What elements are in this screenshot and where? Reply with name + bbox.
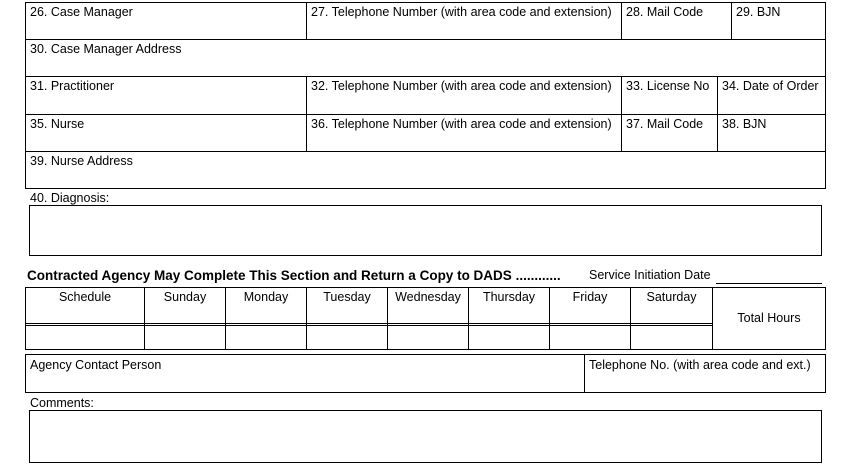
friday-hours-field[interactable] (550, 326, 630, 349)
case-manager-phone-label: 27. Telephone Number (with area code and extension) (311, 5, 612, 19)
tuesday-hours-field[interactable] (307, 326, 387, 349)
nurse-mail-code-field[interactable] (622, 132, 716, 151)
nurse-phone-field[interactable] (307, 132, 620, 151)
monday-hours-field[interactable] (226, 326, 306, 349)
nurse-address-field[interactable] (26, 169, 825, 188)
nurse-address-label: 39. Nurse Address (30, 154, 133, 168)
diagnosis-label: 40. Diagnosis: (30, 191, 110, 205)
nurse-label: 35. Nurse (30, 117, 85, 131)
practitioner-phone-label: 32. Telephone Number (with area code and extension) (311, 79, 612, 93)
license-no-label: 33. License No (626, 79, 710, 93)
case-manager-mail-code-field[interactable] (622, 20, 730, 39)
thursday-header: Thursday (482, 290, 536, 304)
wednesday-header: Wednesday (395, 290, 461, 304)
thursday-hours-field[interactable] (469, 326, 549, 349)
nurse-bjn-field[interactable] (718, 132, 825, 151)
case-manager-bjn-field[interactable] (732, 20, 825, 39)
tuesday-header: Tuesday (323, 290, 371, 304)
agency-telephone-field[interactable] (585, 374, 825, 392)
service-initiation-label: Service Initiation Date (589, 268, 711, 282)
saturday-header: Saturday (646, 290, 697, 304)
date-of-order-label: 34. Date of Order (722, 79, 819, 93)
friday-header: Friday (572, 290, 608, 304)
practitioner-field[interactable] (26, 95, 305, 114)
date-of-order-field[interactable] (718, 95, 825, 114)
nurse-mail-code-label: 37. Mail Code (626, 117, 704, 131)
service-initiation-field[interactable] (716, 266, 822, 283)
diagnosis-field[interactable] (29, 205, 822, 256)
case-manager-address-field[interactable] (26, 57, 825, 76)
case-manager-phone-field[interactable] (307, 20, 620, 39)
nurse-phone-label: 36. Telephone Number (with area code and extension) (311, 117, 612, 131)
comments-field[interactable] (29, 410, 822, 463)
wednesday-hours-field[interactable] (388, 326, 468, 349)
agency-contact-person-field[interactable] (26, 374, 583, 392)
service-initiation-line (716, 283, 822, 284)
nurse-field[interactable] (26, 132, 305, 151)
agency-section-title: Contracted Agency May Complete This Section and Return a Copy to DADS ............ (27, 268, 561, 283)
sunday-header: Sunday (163, 290, 207, 304)
case-manager-mail-code-label: 28. Mail Code (626, 5, 704, 19)
schedule-field[interactable] (26, 326, 144, 349)
sunday-hours-field[interactable] (145, 326, 225, 349)
practitioner-label: 31. Practitioner (30, 79, 115, 93)
case-manager-bjn-label: 29. BJN (736, 5, 781, 19)
case-manager-field[interactable] (26, 20, 305, 39)
comments-label: Comments: (30, 396, 94, 410)
total-hours-header: Total Hours (737, 311, 801, 325)
agency-telephone-label: Telephone No. (with area code and ext.) (589, 358, 811, 372)
practitioner-phone-field[interactable] (307, 95, 620, 114)
schedule-header: Schedule (58, 290, 112, 304)
saturday-hours-field[interactable] (631, 326, 712, 349)
divider (25, 323, 713, 324)
case-manager-label: 26. Case Manager (30, 5, 133, 19)
nurse-bjn-label: 38. BJN (722, 117, 767, 131)
monday-header: Monday (243, 290, 289, 304)
license-no-field[interactable] (622, 95, 716, 114)
agency-contact-person-label: Agency Contact Person (30, 358, 162, 372)
case-manager-address-label: 30. Case Manager Address (30, 42, 182, 56)
